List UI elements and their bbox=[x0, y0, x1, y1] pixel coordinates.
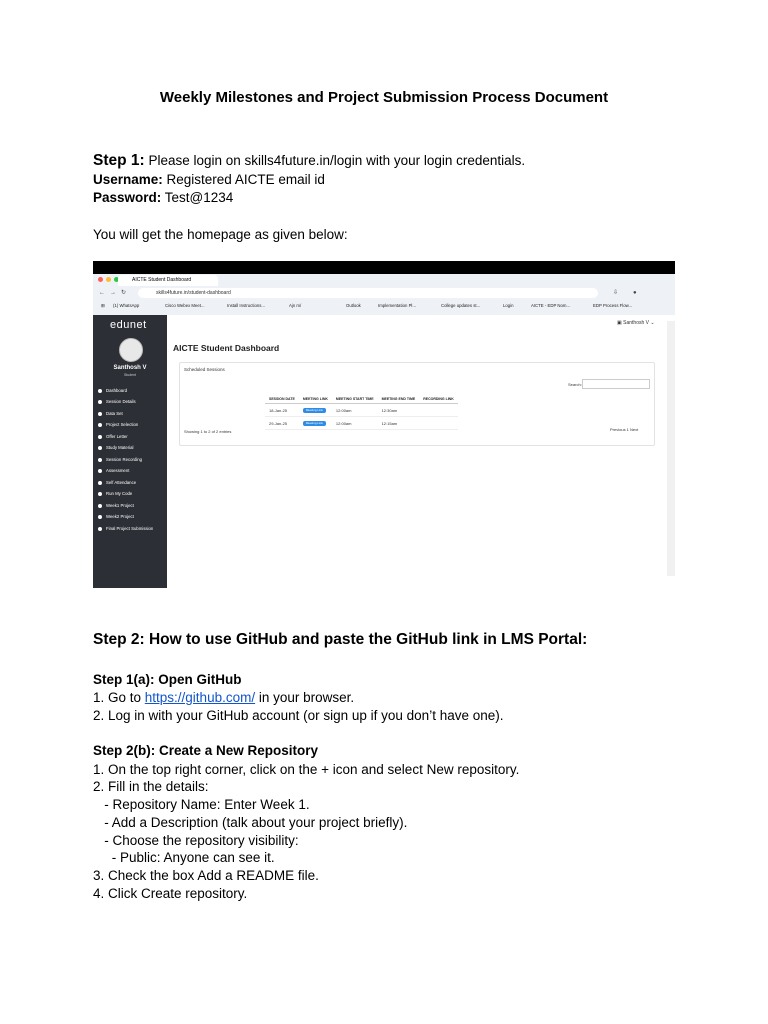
step2b-heading: Step 2(b): Create a New Repository bbox=[93, 743, 319, 758]
calendar-icon bbox=[98, 412, 102, 416]
close-dot-icon bbox=[98, 277, 103, 282]
meeting-link-badge: Meeting Link bbox=[303, 408, 326, 413]
download-icon: ⇩ bbox=[613, 290, 619, 296]
sidebar-item-offer-letter: Offer Letter bbox=[98, 434, 128, 439]
homepage-note: You will get the homepage as given below: bbox=[93, 227, 348, 242]
step2b-item-3: 3. Check the box Add a README file. bbox=[93, 868, 319, 883]
chevron-down-icon: ⌄ bbox=[648, 320, 655, 326]
dashboard-icon bbox=[98, 389, 102, 393]
browser-chrome bbox=[93, 274, 675, 315]
bookmark-item: Implementation Pl... bbox=[378, 303, 416, 308]
bookmark-item: Outlook bbox=[346, 303, 361, 308]
step2b-item-4: 4. Click Create repository. bbox=[93, 886, 248, 901]
column-header: MEETING START TIME bbox=[332, 395, 378, 404]
calendar-icon bbox=[98, 400, 102, 404]
table-row bbox=[265, 417, 458, 430]
search-input bbox=[582, 379, 650, 389]
bookmark-item: EDP Process Flow... bbox=[593, 303, 633, 308]
column-header: SESSION DATE bbox=[265, 395, 299, 404]
end-time: 12:30am bbox=[378, 404, 420, 417]
bookmark-item: College updates st... bbox=[441, 303, 481, 308]
table-row bbox=[265, 404, 458, 417]
password-label: Password: bbox=[93, 190, 162, 205]
check-icon bbox=[98, 469, 102, 473]
step1a-item-2: 2. Log in with your GitHub account (or sign up if you don’t have one). bbox=[93, 708, 504, 723]
step2b-item-2: 2. Fill in the details: bbox=[93, 779, 209, 794]
sidebar-item-data-set: Data Set bbox=[98, 411, 123, 416]
session-date: 29-Jan-25 bbox=[265, 417, 299, 430]
minimize-dot-icon bbox=[106, 277, 111, 282]
entries-info: Showing 1 to 2 of 2 entries bbox=[184, 429, 232, 434]
step1-label: Step 1: bbox=[93, 152, 145, 169]
sidebar-item-week2-project: Week2 Project bbox=[98, 514, 134, 519]
step1-line bbox=[93, 152, 525, 169]
letter-icon bbox=[98, 435, 102, 439]
github-link[interactable]: https://github.com/ bbox=[144, 690, 256, 705]
sidebar-item-project-selection: Project Selection bbox=[98, 422, 138, 427]
step2b-item-2b: - Add a Description (talk about your project briefly). bbox=[93, 815, 408, 830]
scrollbar bbox=[667, 321, 675, 576]
username-label: Username: bbox=[93, 172, 163, 187]
sidebar-item-self-attendance: Self Attendance bbox=[98, 480, 136, 485]
column-header: RECORDING LINK bbox=[419, 395, 458, 404]
column-header: MEETING LINK bbox=[299, 395, 332, 404]
start-time: 12:00am bbox=[332, 417, 378, 430]
sidebar-item-run-my-code: Run My Code bbox=[98, 491, 132, 496]
meeting-link-badge: Meeting Link bbox=[303, 421, 326, 426]
bookmark-item: AICTE - EDP Nom... bbox=[531, 303, 571, 308]
edunet-logo: edunet bbox=[110, 319, 147, 331]
pagination: Previous 1 Next bbox=[610, 427, 639, 432]
check-icon bbox=[98, 504, 102, 508]
item-text: 1. Go to bbox=[93, 690, 145, 705]
step2b-item-1: 1. On the top right corner, click on the + icon and select New repository. bbox=[93, 762, 520, 777]
end-time: 12:15am bbox=[378, 417, 420, 430]
checkbox-icon bbox=[98, 481, 102, 485]
back-icon: ← bbox=[99, 290, 105, 296]
step2b-item-2d: - Public: Anyone can see it. bbox=[93, 850, 275, 865]
screenshot-top-bar bbox=[93, 261, 675, 274]
sessions-table bbox=[265, 395, 458, 430]
sidebar bbox=[93, 315, 167, 588]
address-bar: skills4future.in/student-dashboard bbox=[138, 288, 598, 298]
list-icon bbox=[98, 423, 102, 427]
column-header: MEETING END TIME bbox=[378, 395, 420, 404]
step2b-item-2c: - Choose the repository visibility: bbox=[93, 833, 299, 848]
browser-tab: AICTE Student Dashboard bbox=[118, 275, 218, 286]
meeting-link-cell bbox=[299, 404, 332, 417]
code-icon bbox=[98, 492, 102, 496]
username-value: Registered AICTE email id bbox=[162, 172, 325, 187]
book-icon bbox=[98, 446, 102, 450]
scheduled-sessions-panel bbox=[179, 362, 655, 446]
start-time: 12:00am bbox=[332, 404, 378, 417]
step1a-item-1 bbox=[93, 689, 354, 706]
top-user-menu: ▣ Santhosh V ⌄ bbox=[617, 320, 655, 326]
avatar bbox=[119, 338, 143, 362]
bookmark-item: Ajn m/ bbox=[289, 303, 302, 308]
user-icon: ▣ bbox=[617, 320, 624, 326]
profile-icon: ● bbox=[633, 290, 637, 296]
password-value: Test@1234 bbox=[161, 190, 234, 205]
check-icon bbox=[98, 515, 102, 519]
item-text: in your browser. bbox=[255, 690, 355, 705]
reload-icon: ↻ bbox=[121, 290, 127, 296]
bookmark-item: Login bbox=[503, 303, 514, 308]
sidebar-item-dashboard: Dashboard bbox=[98, 388, 127, 393]
step1-text: Please login on skills4future.in/login with your login credentials. bbox=[144, 153, 526, 168]
apps-icon: ⊞ bbox=[101, 303, 105, 308]
step1a-heading: Step 1(a): Open GitHub bbox=[93, 672, 242, 687]
sidebar-item-final-project-submission: Final Project Submission bbox=[98, 526, 153, 531]
step2b-item-2a: - Repository Name: Enter Week 1. bbox=[93, 797, 310, 812]
panel-title: Scheduled Sessions bbox=[184, 367, 225, 372]
check-icon bbox=[98, 527, 102, 531]
sidebar-user-role: Student bbox=[123, 373, 137, 377]
document-title: Weekly Milestones and Project Submission Process Document bbox=[159, 89, 609, 106]
session-date: 18-Jan-25 bbox=[265, 404, 299, 417]
password-line bbox=[93, 189, 233, 206]
recording-link bbox=[419, 417, 458, 430]
step2-heading: Step 2: How to use GitHub and paste the GitHub link in LMS Portal: bbox=[93, 631, 588, 648]
forward-icon: → bbox=[110, 290, 116, 296]
search-label: Search: bbox=[568, 382, 582, 387]
bookmark-item: Install Instructions... bbox=[227, 303, 265, 308]
dashboard-screenshot bbox=[93, 261, 675, 588]
sidebar-item-session-recording: Session Recording bbox=[98, 457, 142, 462]
bookmark-item: (1) WhatsApp bbox=[113, 303, 140, 308]
dashboard-title: AICTE Student Dashboard bbox=[173, 343, 280, 353]
sidebar-item-study-material: Study Material bbox=[98, 445, 133, 450]
bookmark-item: Cisco Webex Meet... bbox=[165, 303, 205, 308]
sidebar-item-session-details: Session Details bbox=[98, 399, 136, 404]
username-line bbox=[93, 171, 325, 188]
sidebar-user-name: Santhosh V bbox=[113, 365, 147, 371]
sidebar-item-assessment: Assessment bbox=[98, 468, 129, 473]
record-icon bbox=[98, 458, 102, 462]
sidebar-item-week1-project: Week1 Project bbox=[98, 503, 134, 508]
recording-link bbox=[419, 404, 458, 417]
meeting-link-cell bbox=[299, 417, 332, 430]
